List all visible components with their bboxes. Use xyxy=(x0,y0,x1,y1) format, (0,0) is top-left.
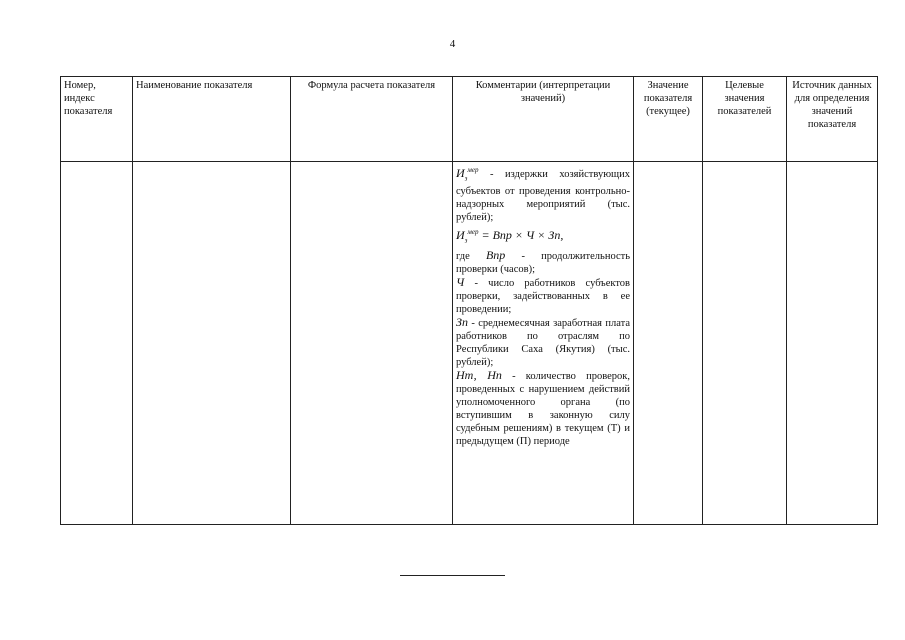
symbol-costs: $И_з^{мер}$ xyxy=(456,166,479,183)
header-index: Номер, индекс показателя xyxy=(61,77,133,162)
footnote-separator xyxy=(400,575,505,576)
cell-target-values xyxy=(703,162,787,525)
indicators-table xyxy=(60,76,878,525)
comment-salary-definition: Зп - среднемесячная заработная плата работников по отраслям по Республики Саха (Якутия) (тыс. рублей); xyxy=(456,314,630,368)
cell-comments xyxy=(453,162,634,525)
cell-current-value xyxy=(634,162,703,525)
costs-formula: $И_з^{мер}$ = Впр × Ч × Зп, xyxy=(456,228,564,245)
comment-violations-definition: Нт, Нп - количество проверок, проведенных с нарушением действий уполномоченного органа (по вступившим в законную силу судебным решениям) в текущем (Т) и предыдущем (П) периоде xyxy=(456,367,630,447)
cell-indicator-name xyxy=(133,162,291,525)
header-formula: Формула расчета показателя xyxy=(291,77,453,162)
header-indicator-name: Наименование показателя xyxy=(133,77,291,162)
header-target-values: Целевые значения показателей xyxy=(703,77,787,162)
table-row xyxy=(61,162,878,525)
header-data-source: Источник данных для определения значений показателя xyxy=(787,77,878,162)
table-header-row xyxy=(61,77,878,162)
cell-data-source xyxy=(787,162,878,525)
comment-workers-definition: Ч - число работников субъектов проверки, задействованных в ее проведении; xyxy=(456,274,630,315)
header-comments: Комментарии (интерпретации значений) xyxy=(453,77,634,162)
comment-costs-definition: $И_з^{мер}$ - издержки хозяйствующих субъектов от проведения контрольно-надзорных мероприятий (тыс. рублей); xyxy=(456,166,630,224)
cell-formula xyxy=(291,162,453,525)
header-current-value: Значение показателя (текущее) xyxy=(634,77,703,162)
comment-duration-definition: где Впр - продолжительность проверки (часов); xyxy=(456,247,630,275)
cell-index xyxy=(61,162,133,525)
page-number: 4 xyxy=(449,38,456,50)
